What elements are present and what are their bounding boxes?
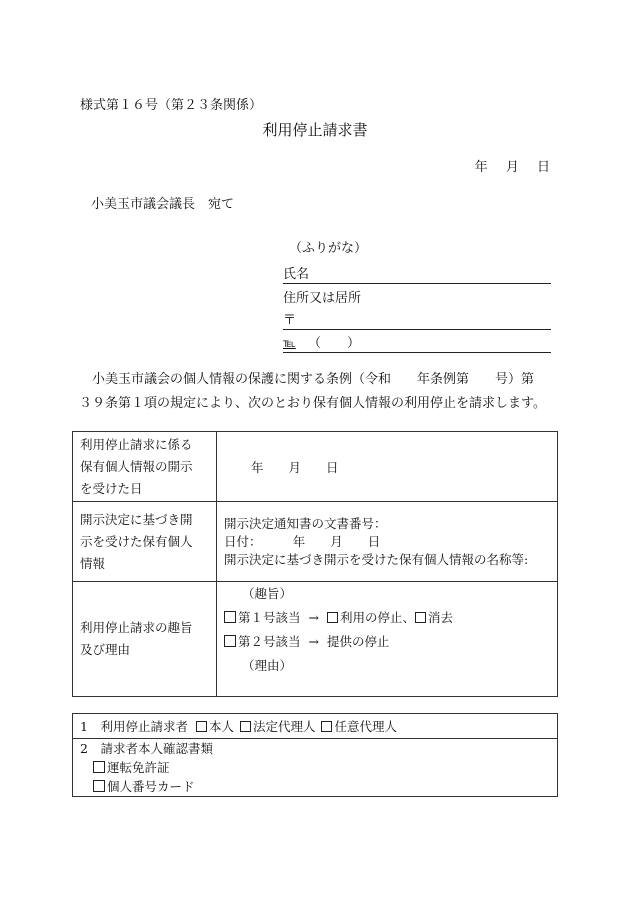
identity-documents-row <box>73 739 558 797</box>
table-row <box>73 739 558 797</box>
disclosure-date-text: 年 月 日 <box>251 459 339 475</box>
form-number: 様式第１６号（第２３条関係） <box>80 98 263 113</box>
notice-date: 日付： 年 月 日 <box>224 533 381 549</box>
year-label: 年 <box>474 160 488 175</box>
reason-label: （理由） <box>242 658 293 673</box>
option-clause-2: 第２号該当 → 提供の停止 <box>224 630 557 654</box>
telephone-icon: ℡ <box>283 336 296 350</box>
notice-document-number: 開示決定通知書の文書番号： <box>224 515 387 531</box>
checkbox-suspend-use[interactable] <box>327 612 338 623</box>
telephone-parens: （ ） <box>308 336 361 351</box>
checkbox-clause-2[interactable] <box>224 635 236 647</box>
option-clause-1: 第１号該当 → 利用の停止、 消去 <box>224 606 557 630</box>
statement-line-1: 小美玉市議会の個人情報の保護に関する条例（令和 年条例第 号）第 <box>92 372 535 387</box>
table-row <box>73 714 558 739</box>
purpose-label: （趣旨） <box>242 586 293 601</box>
checkbox-drivers-license[interactable] <box>93 761 105 773</box>
disclosed-info-name: 開示決定に基づき開示を受けた保有個人情報の名称等: <box>224 551 529 567</box>
checkbox-legal-agent[interactable] <box>240 721 251 732</box>
addressee: 小美玉市議会議長 宛て <box>91 197 235 212</box>
table-row <box>73 582 558 697</box>
month-label: 月 <box>505 160 519 175</box>
disclosure-date-label: 利用停止請求に係る 保有個人情報の開示 を受けた日 <box>73 432 217 502</box>
telephone-field[interactable] <box>283 337 551 353</box>
postal-mark-icon: 〒 <box>283 313 297 328</box>
document-title: 利用停止請求書 <box>262 121 368 139</box>
checkbox-clause-1[interactable] <box>224 611 236 623</box>
purpose-reason-field[interactable] <box>217 582 558 697</box>
name-label: 氏名 <box>283 267 310 282</box>
furigana-label: （ふりがな） <box>289 241 368 256</box>
request-date <box>461 161 550 174</box>
checkbox-voluntary-agent[interactable] <box>321 721 332 732</box>
option-drivers-license: 運転免許証 <box>80 758 557 777</box>
disclosed-info-label: 開示決定に基づき開 示を受けた保有個人 情報 <box>73 502 217 582</box>
requester-type-row: 1 利用停止請求者 本人 法定代理人 任意代理人 <box>73 714 558 739</box>
table-row <box>73 432 558 502</box>
disclosed-info-field[interactable] <box>217 502 558 582</box>
address-label: 住所又は居所 <box>283 291 362 306</box>
statement-line-2: ３９条第１項の規定により、次のとおり保有個人情報の利用停止を請求します。 <box>79 396 546 411</box>
name-field[interactable] <box>283 268 551 284</box>
requester-type-label: 1 利用停止請求者 <box>80 719 188 734</box>
table-row <box>73 502 558 582</box>
request-statement <box>79 368 555 416</box>
arrow-icon: → <box>308 634 319 649</box>
request-details-table <box>72 431 558 697</box>
option-my-number-card: 個人番号カード <box>80 777 557 796</box>
requester-info-table <box>72 713 558 797</box>
disclosure-date-field[interactable] <box>217 432 558 502</box>
identity-documents-label: 2 請求者本人確認書類 <box>80 741 213 756</box>
checkbox-self[interactable] <box>196 721 207 732</box>
checkbox-my-number-card[interactable] <box>93 780 105 792</box>
checkbox-erase[interactable] <box>415 612 426 623</box>
day-label: 日 <box>536 160 550 175</box>
postal-address-field[interactable] <box>283 314 551 330</box>
purpose-reason-label: 利用停止請求の趣旨 及び理由 <box>73 582 217 697</box>
arrow-icon: → <box>308 610 319 625</box>
